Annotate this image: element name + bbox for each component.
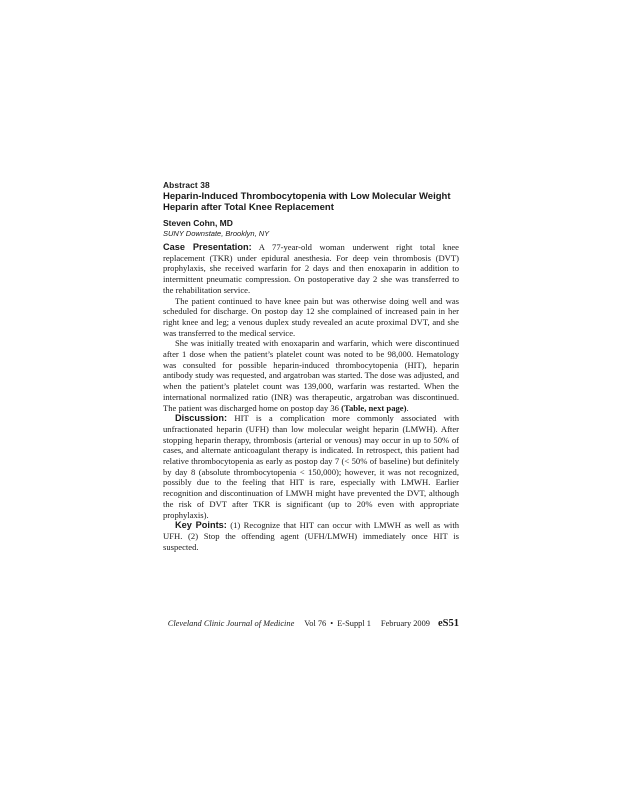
key-points-heading: Key Points: xyxy=(175,520,227,531)
journal-supplement: E-Suppl 1 xyxy=(337,619,371,628)
key-points-paragraph xyxy=(163,520,459,552)
discussion-heading: Discussion: xyxy=(175,413,228,424)
case-presentation-text: A 77-year-old woman underwent right total knee replacement (TKR) under epidural anesthesia. For deep vein thrombosis (DVT) prophylaxis, she received warfarin for 2 days and then enoxaparin in addition to intermittent pneumatic compression. On postoperative day 2 she was transferred to the rehabilitation service. xyxy=(163,242,459,295)
journal-name: Cleveland Clinic Journal of Medicine xyxy=(167,619,295,628)
key-points-text: (1) Recognize that HIT can occur with LMWH as well as with UFH. (2) Stop the offending agent (UFH/LMWH) immediately once HIT is suspected. xyxy=(163,520,459,552)
abstract-body xyxy=(163,242,459,552)
case-presentation-paragraph xyxy=(163,242,459,296)
abstract-label: Abstract 38 xyxy=(163,180,210,190)
footer-bullet: • xyxy=(330,619,334,628)
case-paragraph-3-text: She was initially treated with enoxaparin and warfarin, which were discontinued after 1 dose when the patient’s platelet count was noted to be 98,000. Hematology was consulted for possible heparin-induced thrombocytopenia (HIT), heparin antibody study was requested, and argatroban was started. The dose was adjusted, and when the patient’s platelet count was 139,000, warfarin was restarted. When the international normalized ratio (INR) was therapeutic, argatroban was discontinued. The patient was discharged home on postop day 36 xyxy=(163,338,459,413)
abstract-title: Heparin-Induced Thrombocytopenia with Low Molecular Weight Heparin after Total Knee Replacement xyxy=(163,191,451,213)
case-presentation-heading: Case Presentation: xyxy=(163,242,252,252)
journal-date: February 2009 xyxy=(380,619,430,628)
journal-volume: Vol 76 xyxy=(304,619,327,628)
discussion-paragraph xyxy=(163,413,459,520)
case-paragraph-3-end: . xyxy=(406,402,409,413)
author-affiliation: SUNY Downstate, Brooklyn, NY xyxy=(163,229,270,238)
page-number: eS51 xyxy=(438,618,459,629)
table-reference: (Table, next page) xyxy=(341,402,407,413)
discussion-text: HIT is a complication more commonly associated with unfractionated heparin (UFH) than low molecular weight heparin (LMWH). After stopping heparin therapy, thrombosis (arterial or venous) may occur in up to 50% of cases, and alternate anticoagulant therapy is indicated. In retrospect, this patient had relative thrombocytopenia as early as postop day 7 (< 50% of baseline) but definitely by day 8 (absolute thrombocytopenia < 150,000); however, it was not recognized, possibly due to the feeling that HIT is rare, especially with LMWH. Earlier recognition and discontinuation of LMWH might have prevented the DVT, although the risk of DVT after TKR is significant (up to 20% even with appropriate prophylaxis). xyxy=(163,413,459,520)
author-name: Steven Cohn, MD xyxy=(163,218,233,228)
case-paragraph-3 xyxy=(163,338,459,413)
page-footer xyxy=(163,618,459,629)
case-paragraph-2: The patient continued to have knee pain but was otherwise doing well and was scheduled for discharge. On postop day 12 she complained of increased pain in her right knee and leg; a venous duplex study revealed an acute proximal DVT, and she was transferred to the medical service. xyxy=(163,295,459,338)
